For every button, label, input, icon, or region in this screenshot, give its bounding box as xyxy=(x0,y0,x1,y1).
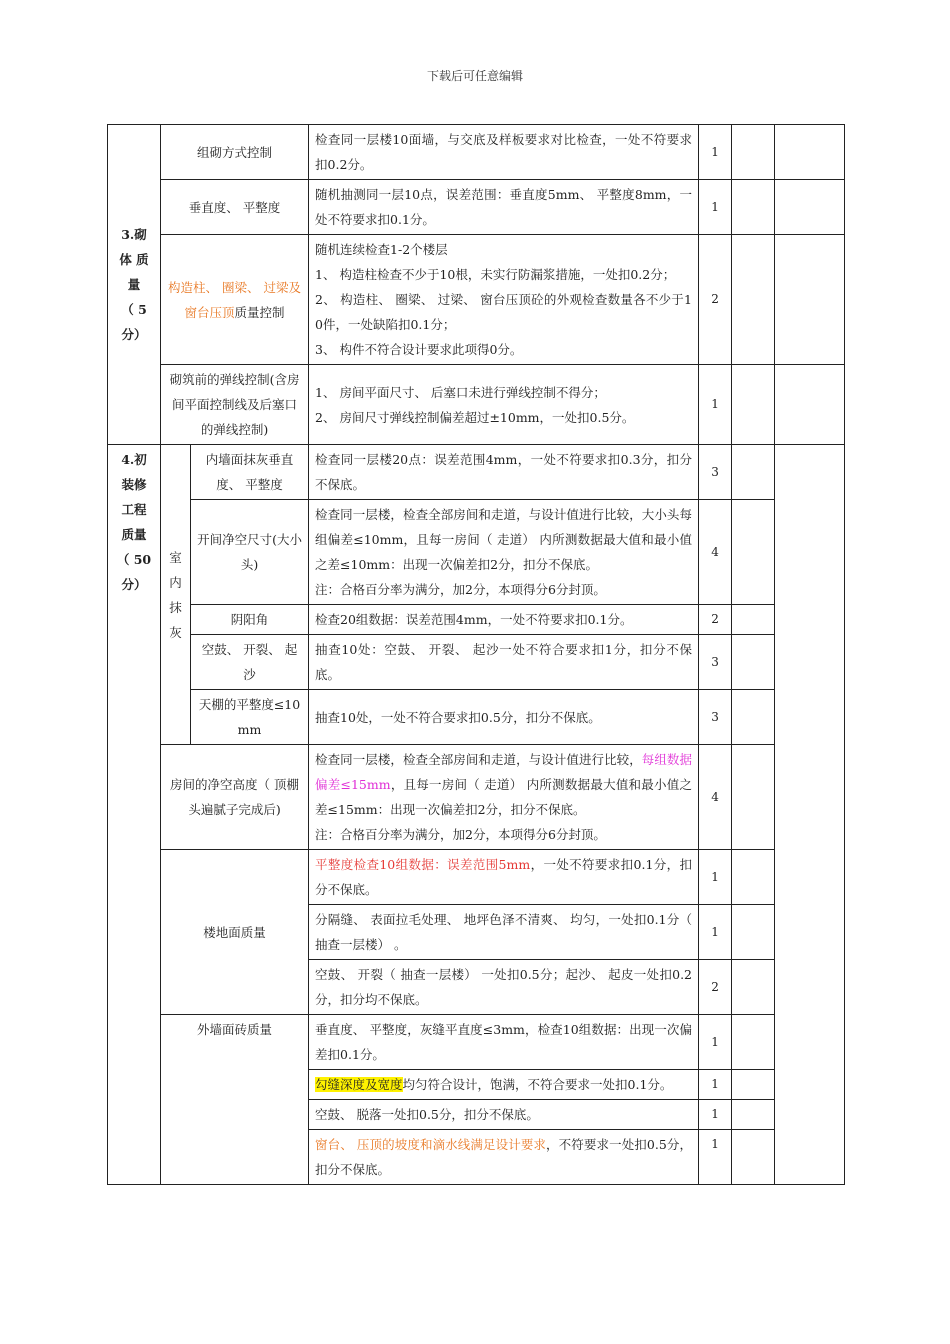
section-title-masonry: 3.砌 体 质 量 （ 5 分） xyxy=(108,125,161,445)
table-row xyxy=(108,445,845,500)
item-score: 1 xyxy=(699,125,732,180)
item-score: 3 xyxy=(699,690,732,745)
blank-cell xyxy=(732,125,775,180)
table-row xyxy=(108,235,845,365)
page-header: 下载后可任意编辑 xyxy=(426,69,523,83)
item-description: 勾缝深度及宽度均匀符合设计，饱满，不符合要求一处扣0.1分。 xyxy=(309,1070,699,1100)
item-score: 1 xyxy=(699,365,732,445)
item-name-rest: 质量控制 xyxy=(234,304,285,320)
highlighted-text: 平整度检查10组数据：误差范围5mm xyxy=(315,857,531,872)
item-score: 1 xyxy=(699,1130,732,1185)
item-description: 窗台、 压顶的坡度和滴水线满足设计要求，不符要求一处扣0.5分，扣分不保底。 xyxy=(309,1130,699,1185)
item-score: 2 xyxy=(699,960,732,1015)
item-score: 1 xyxy=(699,905,732,960)
item-name-highlight: 构造柱、 圈梁、 过梁及窗台压顶 xyxy=(168,279,301,320)
highlighted-text: 勾缝深度及宽度 xyxy=(315,1077,403,1092)
item-name xyxy=(161,235,309,365)
item-score: 1 xyxy=(699,1100,732,1130)
blank-cell xyxy=(732,1130,775,1185)
item-name: 内墙面抹灰垂直度、 平整度 xyxy=(191,445,309,500)
table-row xyxy=(108,850,845,905)
item-description: 检查同一层楼20点：误差范围4mm，一处不符要求扣0.3分，扣分不保底。 xyxy=(309,445,699,500)
table-row xyxy=(108,180,845,235)
item-score: 4 xyxy=(699,500,732,605)
blank-cell xyxy=(775,180,845,235)
blank-cell xyxy=(775,365,845,445)
blank-cell xyxy=(775,445,845,1185)
item-name: 天棚的平整度≤10mm xyxy=(191,690,309,745)
item-description: 1、 房间平面尺寸、 后塞口未进行弹线控制不得分； 2、 房间尺寸弹线控制偏差超过±10mm，一处扣0.5分。 xyxy=(309,365,699,445)
highlighted-text: 每组数据偏差≤15mm xyxy=(315,752,693,792)
table-row xyxy=(108,500,845,605)
item-description: 垂直度、 平整度，灰缝平直度≤3mm，检查10组数据：出现一次偏差扣0.1分。 xyxy=(309,1015,699,1070)
blank-cell xyxy=(732,500,775,605)
item-description: 检查同一层楼10面墙，与交底及样板要求对比检查，一处不符要求扣0.2分。 xyxy=(309,125,699,180)
table-row xyxy=(108,690,845,745)
item-score: 2 xyxy=(699,605,732,635)
item-name: 楼地面质量 xyxy=(161,850,309,1015)
item-name: 阴阳角 xyxy=(191,605,309,635)
blank-cell xyxy=(732,905,775,960)
item-description: 抽查10处，一处不符合要求扣0.5分，扣分不保底。 xyxy=(309,690,699,745)
table-row xyxy=(108,125,845,180)
blank-cell xyxy=(775,235,845,365)
item-score: 1 xyxy=(699,850,732,905)
blank-cell xyxy=(732,1070,775,1100)
item-description: 检查同一层楼，检查全部房间和走道，与设计值进行比较，每组数据偏差≤15mm，且每一房间（ 走道） 内所测数据最大值和最小值之差≤15mm：出现一次偏差扣2分，扣分不保底。 注：合格百分率为满分，加2分，本项得分6分封顶。 xyxy=(309,745,699,850)
blank-cell xyxy=(732,235,775,365)
table-row xyxy=(108,745,845,850)
item-name: 垂直度、 平整度 xyxy=(161,180,309,235)
item-name: 开间净空尺寸(大小头) xyxy=(191,500,309,605)
item-score: 3 xyxy=(699,635,732,690)
item-description: 随机抽测同一层10点，误差范围：垂直度5mm、 平整度8mm，一处不符要求扣0.1分。 xyxy=(309,180,699,235)
blank-cell xyxy=(732,690,775,745)
blank-cell xyxy=(732,635,775,690)
blank-cell xyxy=(732,960,775,1015)
blank-cell xyxy=(732,180,775,235)
blank-cell xyxy=(732,1015,775,1070)
item-score: 1 xyxy=(699,1070,732,1100)
section-title-decoration: 4.初 装修 工程 质量 （ 50 分） xyxy=(108,445,161,1185)
item-score: 1 xyxy=(699,180,732,235)
table-row xyxy=(108,605,845,635)
item-name: 组砌方式控制 xyxy=(161,125,309,180)
item-description: 抽查10处：空鼓、 开裂、 起沙一处不符合要求扣1分，扣分不保底。 xyxy=(309,635,699,690)
item-description: 分隔缝、 表面拉毛处理、 地坪色泽不清爽、 均匀，一处扣0.1分（ 抽查一层楼） 。 xyxy=(309,905,699,960)
item-score: 3 xyxy=(699,445,732,500)
blank-cell xyxy=(732,850,775,905)
item-name: 砌筑前的弹线控制(含房间平面控制线及后塞口的弹线控制) xyxy=(161,365,309,445)
item-score: 2 xyxy=(699,235,732,365)
inspection-table xyxy=(107,124,845,1185)
highlighted-text: 窗台、 压顶的坡度和滴水线满足设计要求 xyxy=(315,1137,547,1152)
table-row xyxy=(108,1015,845,1070)
item-name: 空鼓、 开裂、 起沙 xyxy=(191,635,309,690)
group-label-plaster: 室 内 抹 灰 xyxy=(161,445,191,745)
item-description: 随机连续检查1-2个楼层 1、 构造柱检查不少于10根，未实行防漏浆措施，一处扣0.2分； 2、 构造柱、 圈梁、 过梁、 窗台压顶砼的外观检查数量各不少于10件，一处缺陷扣0.1分； 3、 构件不符合设计要求此项得0分。 xyxy=(309,235,699,365)
item-description: 检查同一层楼，检查全部房间和走道，与设计值进行比较，大小头每组偏差≤10mm，且每一房间（ 走道） 内所测数据最大值和最小值之差≤10mm：出现一次偏差扣2分，扣分不保底。 注：合格百分率为满分，加2分，本项得分6分封顶。 xyxy=(309,500,699,605)
blank-cell xyxy=(732,365,775,445)
table-row xyxy=(108,365,845,445)
blank-cell xyxy=(732,605,775,635)
blank-cell xyxy=(732,745,775,850)
item-description: 平整度检查10组数据：误差范围5mm，一处不符要求扣0.1分，扣分不保底。 xyxy=(309,850,699,905)
blank-cell xyxy=(775,125,845,180)
item-description: 空鼓、 开裂（ 抽查一层楼） 一处扣0.5分；起沙、 起皮一处扣0.2分，扣分均不保底。 xyxy=(309,960,699,1015)
item-score: 4 xyxy=(699,745,732,850)
item-name: 房间的净空高度（ 顶棚头遍腻子完成后) xyxy=(161,745,309,850)
item-description: 空鼓、 脱落一处扣0.5分，扣分不保底。 xyxy=(309,1100,699,1130)
blank-cell xyxy=(732,1100,775,1130)
item-name: 外墙面砖质量 xyxy=(161,1015,309,1185)
table-row xyxy=(108,635,845,690)
item-description: 检查20组数据：误差范围4mm，一处不符要求扣0.1分。 xyxy=(309,605,699,635)
item-score: 1 xyxy=(699,1015,732,1070)
blank-cell xyxy=(732,445,775,500)
